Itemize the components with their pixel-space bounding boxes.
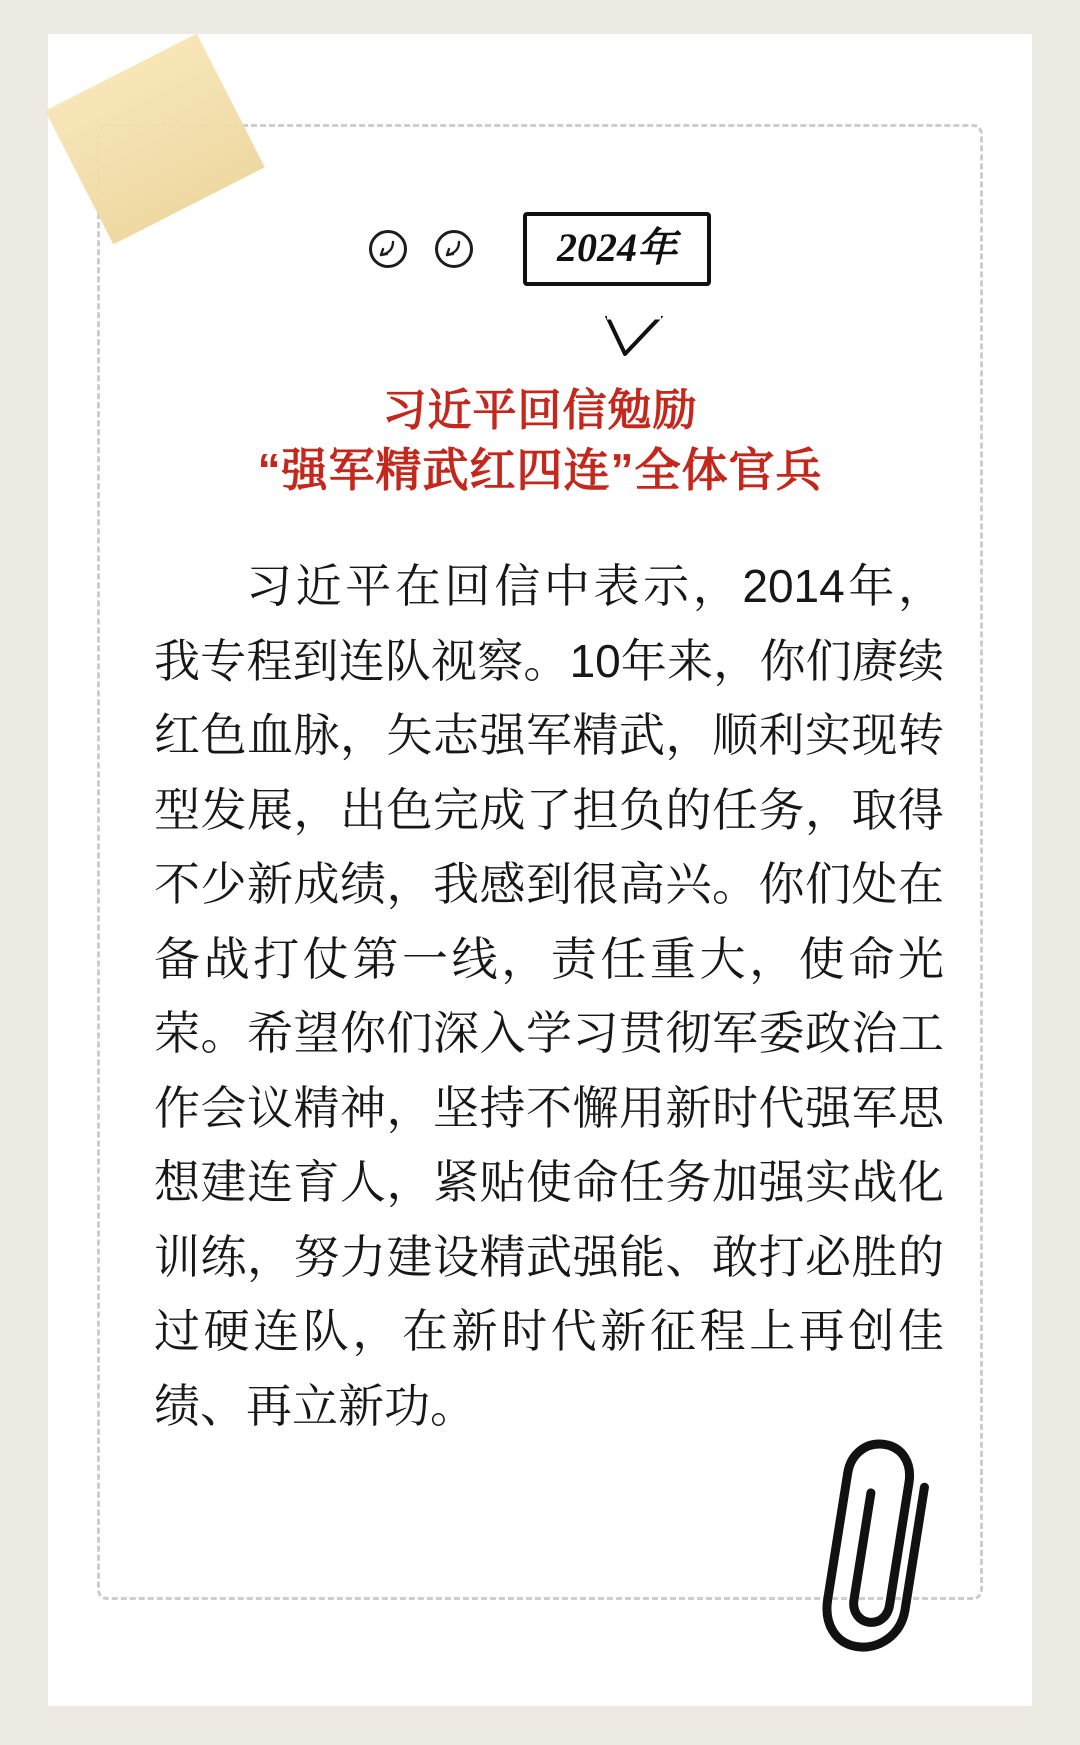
paperclip-icon — [809, 1428, 964, 1674]
decoration-marks-row — [48, 212, 1032, 286]
headline-line-1: 习近平回信勉励 — [382, 386, 698, 435]
page-title — [108, 382, 972, 501]
year-badge — [523, 212, 711, 286]
curved-arrow-icon — [369, 230, 407, 268]
curved-arrow-icon-2 — [435, 230, 473, 268]
year-badge-label: 2024年 — [557, 225, 677, 270]
document-card — [48, 34, 1032, 1706]
headline-line-2: “强军精武红四连”全体官兵 — [257, 444, 823, 497]
body-paragraph: 习近平在回信中表示，2014年，我专程到连队视察。10年来，你们赓续红色血脉，矢志强军精武，顺利实现转型发展，出色完成了担负的任务，取得不少新成绩，我感到很高兴。你们处在备战打仗第一线，责任重大，使命光荣。希望你们深入学习贯彻军委政治工作会议精神，坚持不懈用新时代强军思想建连育人，紧贴使命任务加强实战化训练，努力建设精武强能、敢打必胜的过硬连队，在新时代新征程上再创佳绩、再立新功。 — [154, 560, 944, 1432]
